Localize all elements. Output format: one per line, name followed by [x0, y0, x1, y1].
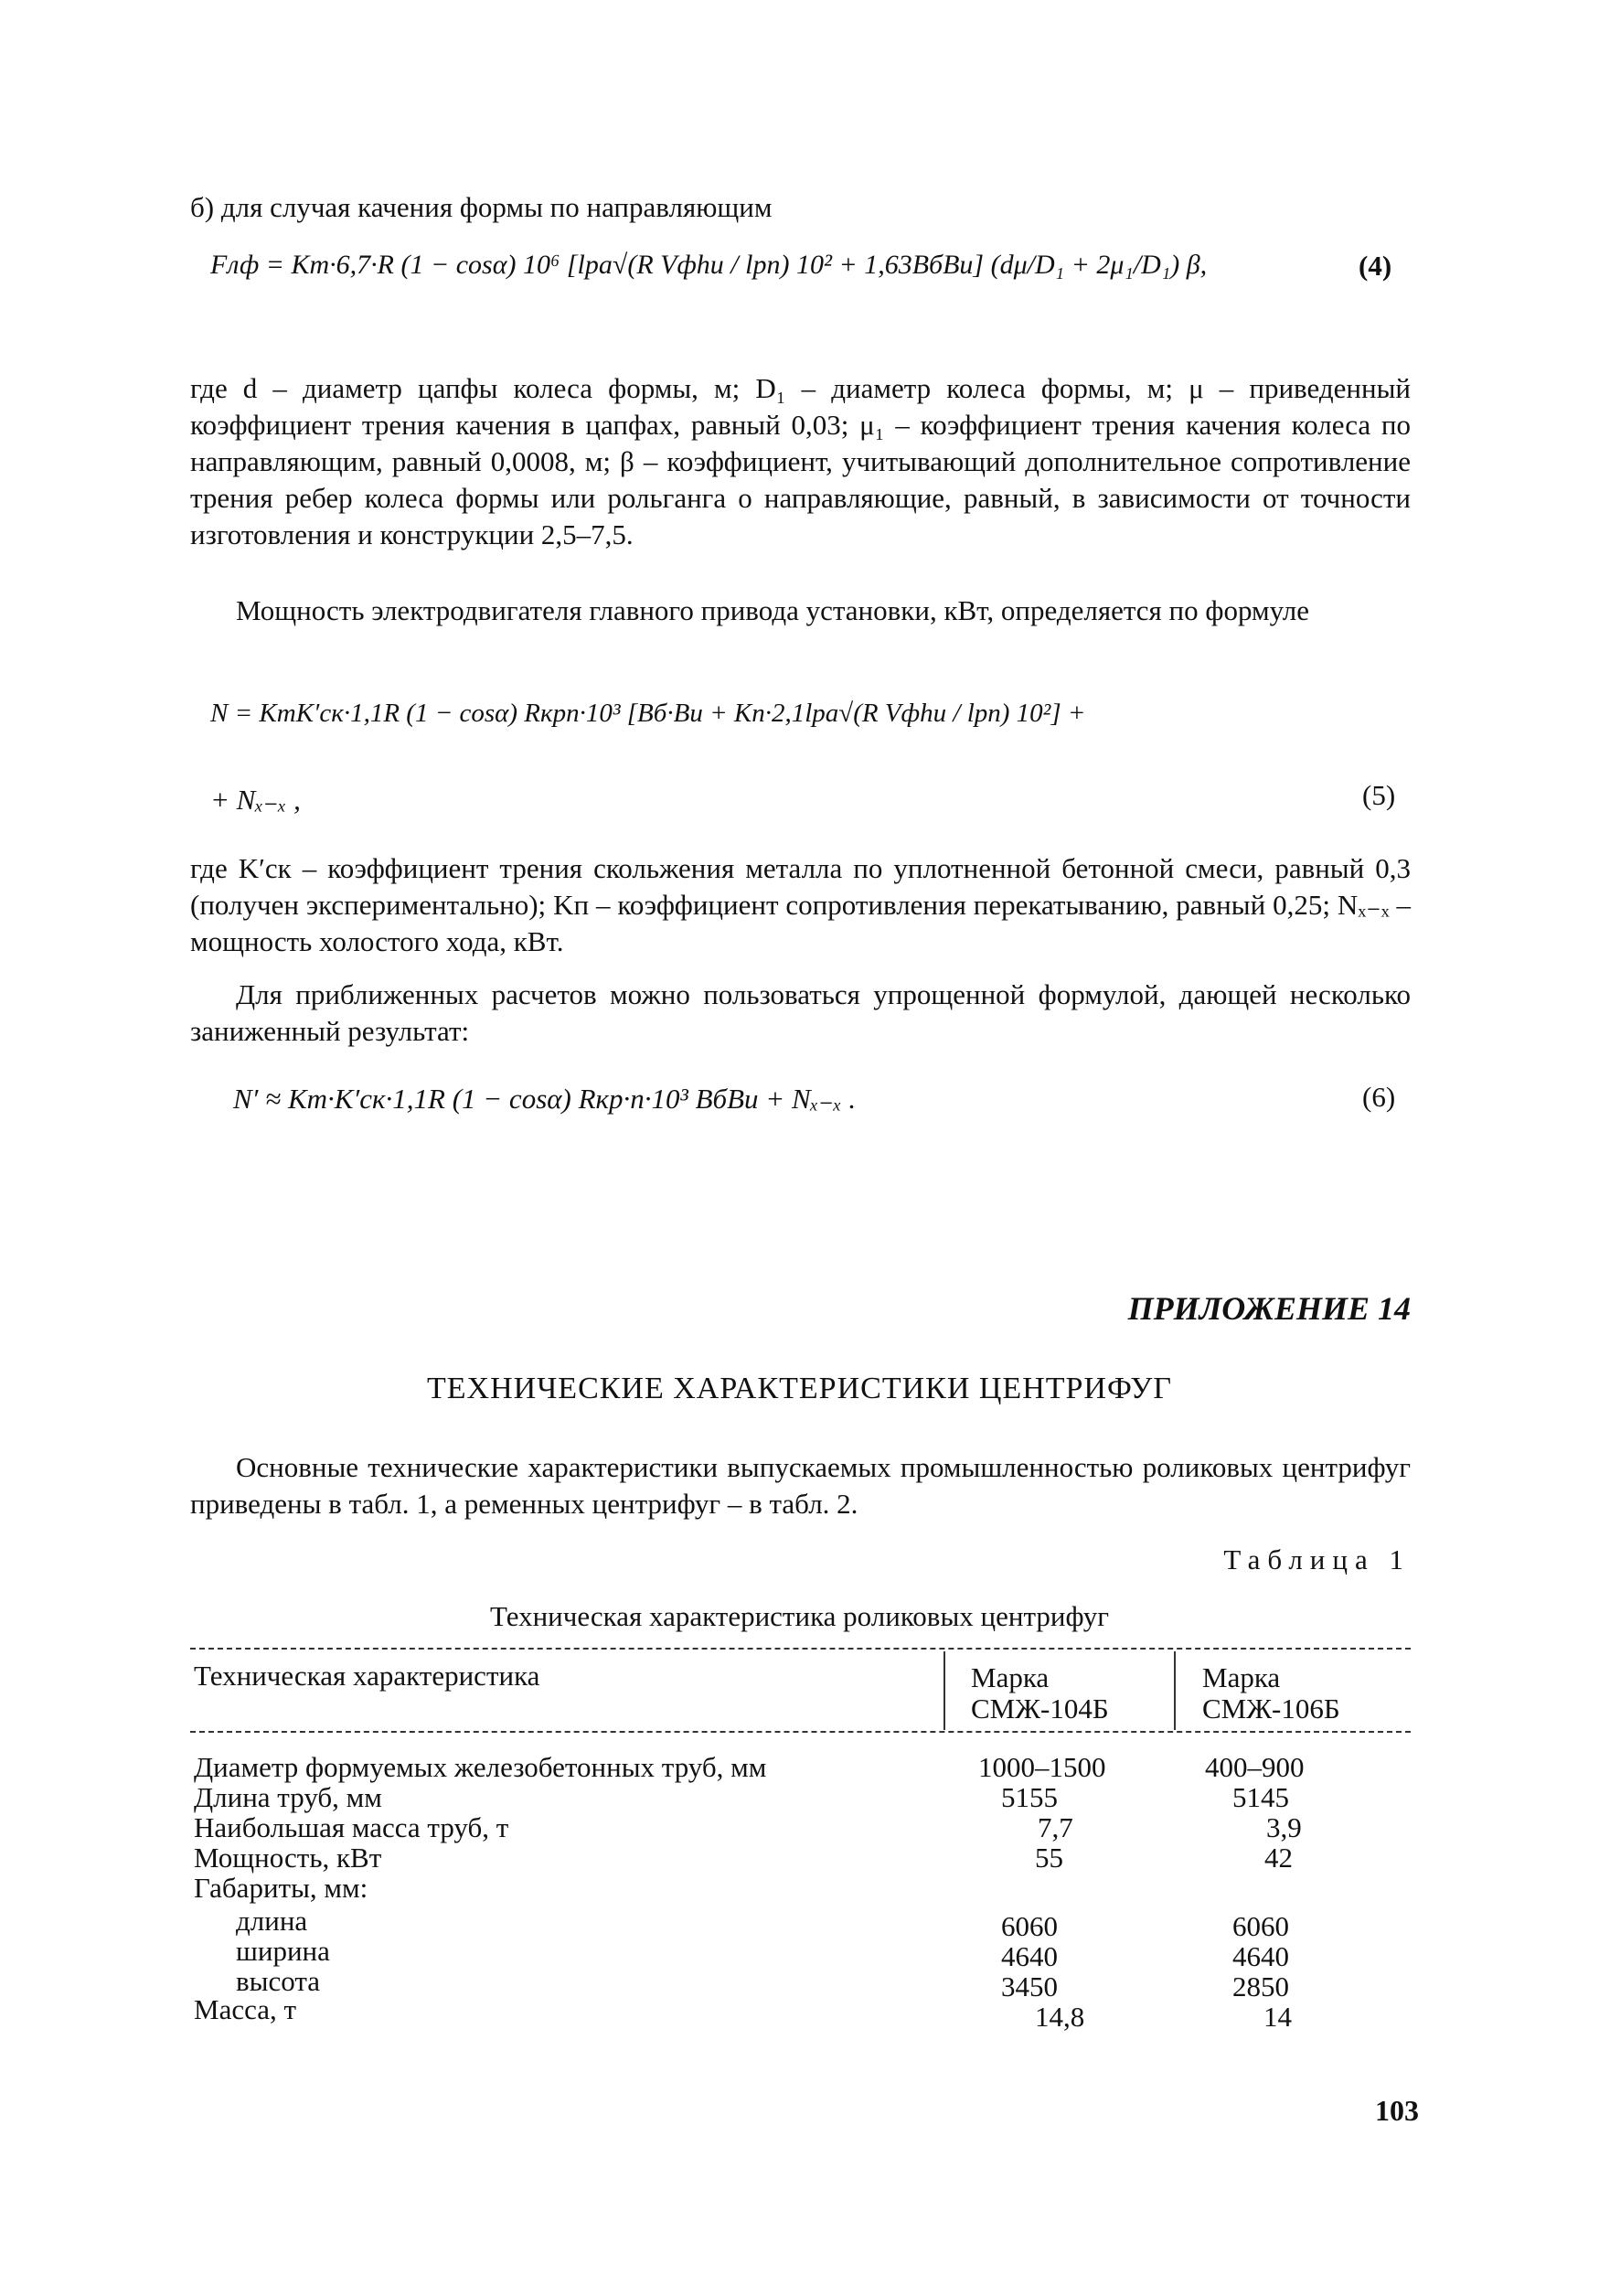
formula-5-definitions: где K′ск – коэффициент трения скольжения металла по уплотненной бетонной смеси, равный 0,3 (получен экспериментально); Kп – коэффициент сопротивления перекатыванию, равный 0,25; Nₓ₋ₓ – мощность холостого хода, кВт.	[190, 852, 1411, 957]
table-cell-model-2: 5145	[1232, 1781, 1289, 1813]
appendix-intro-paragraph: Основные технические характеристики выпускаемых промышленностью роликовых центрифуг приведены в табл. 1, а ременных центрифуг – в табл. 2.	[190, 1451, 1411, 1520]
table-cell-model-2: 2850	[1232, 1970, 1289, 2002]
table-top-rule	[190, 1648, 1411, 1650]
table-header-model-1: Марка СМЖ-104Б	[971, 1661, 1109, 1725]
formula-6: N′ ≈ Kт·K′ск·1,1R (1 − cosα) Rкр·n·10³ BбBи + Nₓ₋ₓ .	[233, 1083, 857, 1115]
table-row: высота	[236, 1965, 321, 1997]
table-row: Масса, т	[194, 1993, 297, 2025]
table-cell-model-1: 4640	[1001, 1940, 1058, 1972]
table-cell-model-2: 14	[1263, 2001, 1292, 2033]
formula-5-line-1: N = KтK′ск·1,1R (1 − cosα) Rкрn·10³ [Bб·Bи + Kп·2,1lрa√(R Vфhи / lрn) 10²] +	[210, 699, 1086, 728]
table-row: Диаметр формуемых железобетонных труб, мм	[194, 1751, 767, 1783]
formula-4-number: (4)	[1359, 250, 1392, 282]
table-cell-model-1: 3450	[1001, 1970, 1058, 2002]
intro-line-b: б) для случая качения формы по направляющим	[190, 191, 773, 223]
table-row: длина	[236, 1905, 308, 1937]
table-cell-model-2: 6060	[1232, 1910, 1289, 1942]
table-cell-model-1: 6060	[1001, 1910, 1058, 1942]
table-cell-model-2: 4640	[1232, 1940, 1289, 1972]
table-cell-model-2: 400–900	[1205, 1751, 1305, 1783]
formula-4: Fᴫф = Kт·6,7·R (1 − cosα) 10⁶ [lрa√(R Vфhи / lрn) 10² + 1,63BбBи] (dμ/D₁ + 2μ₁/D₁) β,	[210, 250, 1208, 280]
table-row: Длина труб, мм	[194, 1781, 382, 1813]
table-row: ширина	[236, 1935, 330, 1967]
table-col-divider-1	[943, 1651, 945, 1730]
appendix-title: ТЕХНИЧЕСКИЕ ХАРАКТЕРИСТИКИ ЦЕНТРИФУГ	[427, 1372, 1172, 1405]
page-number: 103	[1375, 2094, 1419, 2127]
table-cell-model-1: 55	[1035, 1842, 1063, 1874]
power-intro-paragraph: Мощность электродвигателя главного привода установки, кВт, определяется по формуле	[236, 594, 1309, 626]
formula-4-definitions: где d – диаметр цапфы колеса формы, м; D₁ – диаметр колеса формы, м; μ – приведенный коэффициент трения качения в цапфах, равный 0,03; μ₁ – коэффициент трения качения колеса по направляющим, равный 0,0008, м; β – коэффициент, учитывающий дополнительное сопротивление трения ребер колеса формы или рольганга о направляющие, равный, в зависимости от точности изготовления и конструкции 2,5–7,5.	[190, 372, 1411, 550]
table-caption: Техническая характеристика роликовых центрифуг	[489, 1600, 1110, 1632]
table-header-characteristic: Техническая характеристика	[194, 1660, 540, 1692]
table-row: Мощность, кВт	[194, 1842, 382, 1874]
table-row: Наибольшая масса труб, т	[194, 1811, 509, 1843]
table-cell-model-2: 3,9	[1266, 1811, 1302, 1843]
table-cell-model-1: 1000–1500	[978, 1751, 1106, 1783]
table-cell-model-1: 5155	[1001, 1781, 1058, 1813]
formula-5-number: (5)	[1362, 779, 1396, 811]
appendix-label: ПРИЛОЖЕНИЕ 14	[1127, 1290, 1411, 1327]
table-header-model-2: Марка СМЖ-106Б	[1202, 1661, 1340, 1725]
table-header-rule	[190, 1731, 1411, 1733]
formula-5-line-2: + Nₓ₋ₓ ,	[210, 784, 301, 816]
formula-6-number: (6)	[1362, 1081, 1396, 1113]
table-col-divider-2	[1174, 1651, 1176, 1730]
table-label: Таблица 1	[1223, 1543, 1411, 1575]
table-cell-model-2: 42	[1264, 1842, 1293, 1874]
approx-intro-paragraph: Для приближенных расчетов можно пользоваться упрощенной формулой, дающей несколько заниженный результат:	[190, 978, 1411, 1047]
table-row: Габариты, мм:	[194, 1872, 368, 1904]
table-cell-model-1: 7,7	[1038, 1811, 1073, 1843]
table-cell-model-1: 14,8	[1035, 2001, 1085, 2033]
